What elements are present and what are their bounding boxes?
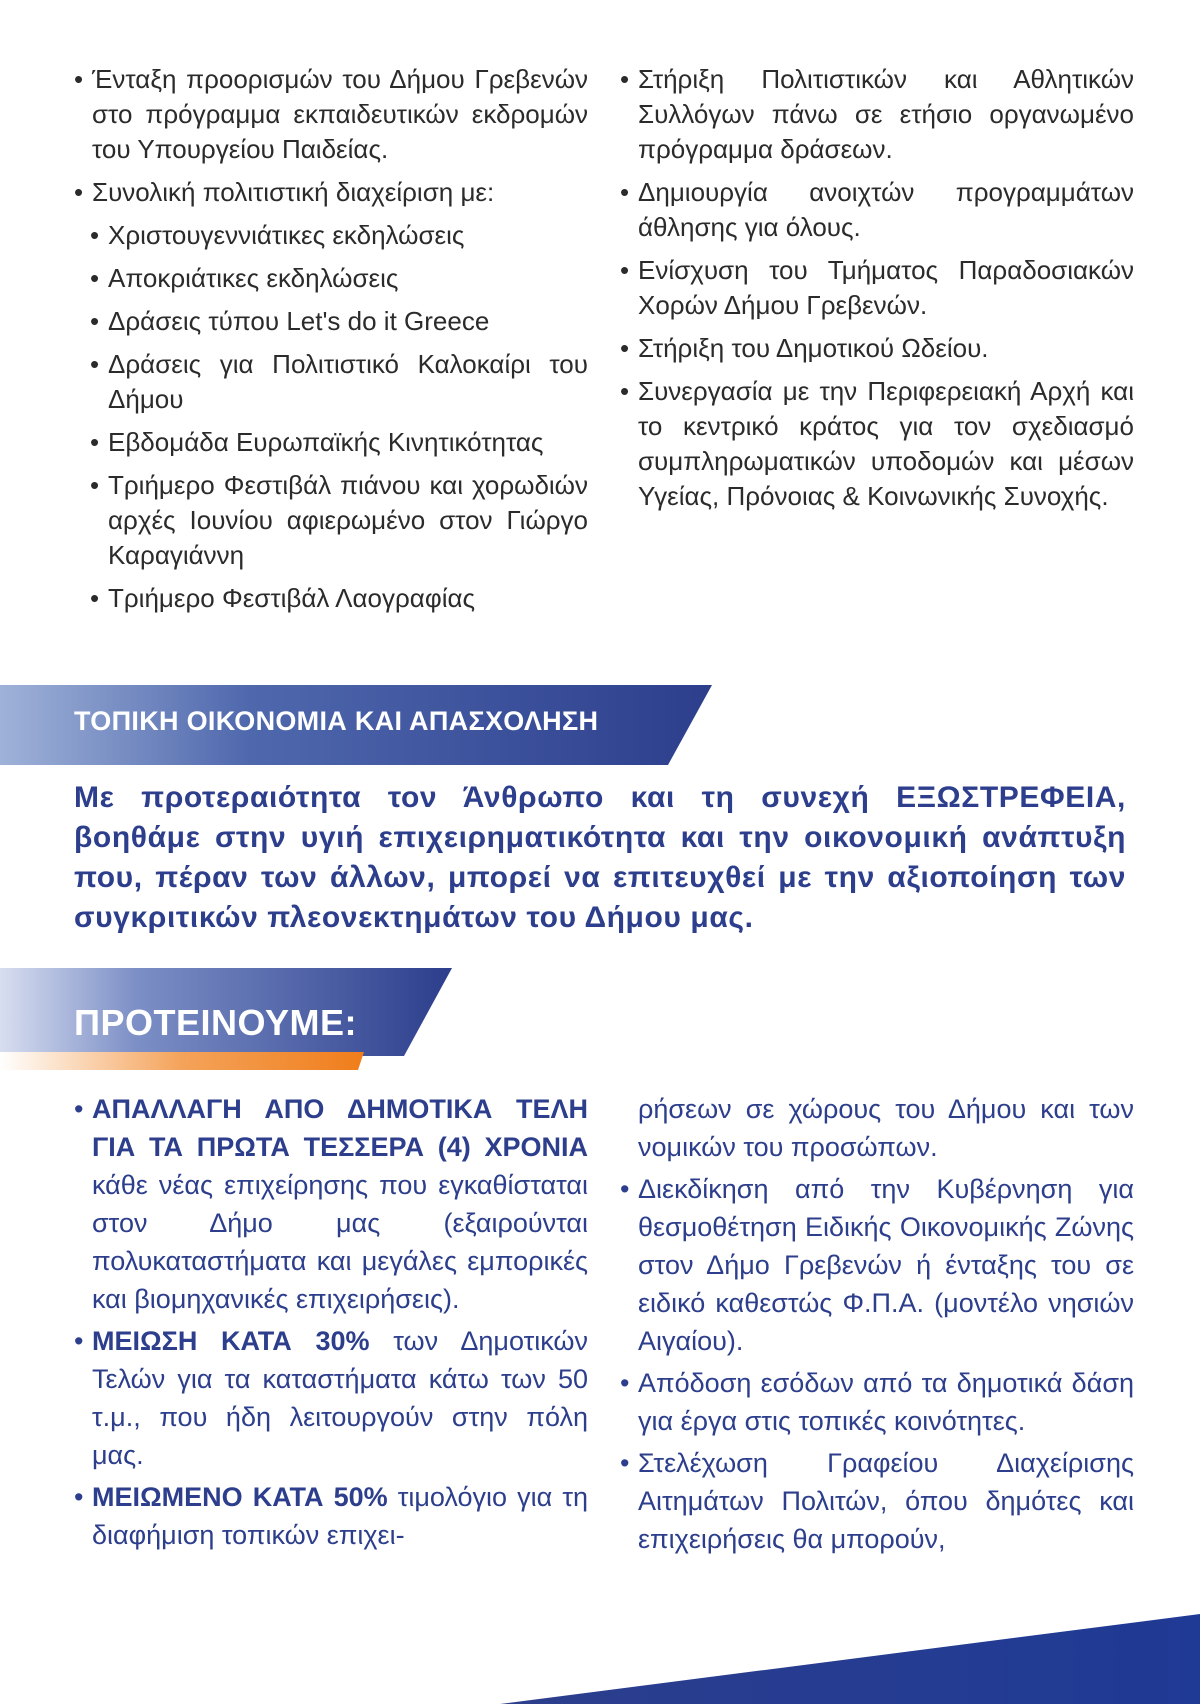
list-item [74, 1090, 588, 1318]
item-highlight: ΑΠΑΛΛΑΓΗ ΑΠΟ ΔΗΜΟΤΙΚΑ ΤΕΛΗ ΓΙΑ ΤΑ ΠΡΩΤΑ ΤΕΣΣΕΡΑ (4) ΧΡΟΝΙΑ [92, 1094, 588, 1162]
top-right-list [620, 62, 1134, 522]
corner-decoration [500, 1614, 1200, 1704]
list-item: • Χριστουγεννιάτικες εκδηλώσεις [74, 218, 588, 253]
list-item: • Στελέχωση Γραφείου Διαχείρισης Αιτημάτων Πολιτών, όπου δημότες και επιχειρήσεις θα μπορούν, [620, 1444, 1134, 1558]
list-item: • Ένταξη προορισμών του Δήμου Γρεβενών στο πρόγραμμα εκπαιδευτικών εκδρομών του Υπουργείου Παιδείας. [74, 62, 588, 167]
list-item [74, 1322, 588, 1474]
list-item: • Δημιουργία ανοιχτών προγραμμάτων άθλησης για όλους. [620, 175, 1134, 245]
bottom-right-list [620, 1090, 1134, 1562]
list-item: • Στήριξη του Δημοτικού Ωδείου. [620, 331, 1134, 366]
list-item: • Τριήμερο Φεστιβάλ πιάνου και χορωδιών αρχές Ιουνίου αφιερωμένο στον Γιώργο Καραγιάννη [74, 468, 588, 573]
list-item: • Απόδοση εσόδων από τα δημοτικά δάση για έργα στις τοπικές κοινότητες. [620, 1364, 1134, 1440]
list-item: • Συνολική πολιτιστική διαχείριση με: [74, 175, 588, 210]
list-item: • Τριήμερο Φεστιβάλ Λαογραφίας [74, 581, 588, 616]
item-highlight: ΜΕΙΩΣΗ ΚΑΤΑ 30% [92, 1326, 370, 1356]
list-item: • Αποκριάτικες εκδηλώσεις [74, 261, 588, 296]
top-left-list [74, 62, 588, 624]
list-item: • Διεκδίκηση από την Κυβέρνηση για θεσμοθέτηση Ειδικής Οικονομικής Ζώνης στον Δήμο Γρεβενών ή ένταξης του σε ειδικό καθεστώς Φ.Π.Α. (μοντέλο νησιών Αιγαίου). [620, 1170, 1134, 1360]
list-item: • Δράσεις τύπου Let's do it Greece [74, 304, 588, 339]
item-text: των Δημοτικών Τελών για τα καταστήματα κάτω των 50 τ.μ., που ήδη λειτουργούν στην πόλη μας. [92, 1326, 588, 1470]
intro-paragraph: Με προτεραιότητα τον Άνθρωπο και τη συνεχή ΕΞΩΣΤΡΕΦΕΙΑ, βοηθάμε στην υγιή επιχειρηματικότητα και την οικονομική ανάπτυξη που, πέραν των άλλων, μπορεί να επιτευχθεί με την αξιοποίηση των συγκριτικών πλεονεκτημάτων του Δήμου μας. [74, 781, 1126, 934]
section-title: ΤΟΠΙΚΗ ΟΙΚΟΝΟΜΙΑ ΚΑΙ ΑΠΑΣΧΟΛΗΣΗ [74, 706, 599, 736]
list-item: • Εβδομάδα Ευρωπαϊκής Κινητικότητας [74, 425, 588, 460]
list-item: • Συνεργασία με την Περιφερειακή Αρχή και το κεντρικό κράτος για τον σχεδιασμό συμπληρωματικών υποδομών και μέσων Υγείας, Πρόνοιας & Κοινωνικής Συνοχής. [620, 374, 1134, 514]
item-text: κάθε νέας επιχείρησης που εγκαθίσταται στον Δήμο μας (εξαιρούνται πολυκαταστήματα και μεγάλες εμπορικές και βιομηχανικές επιχειρήσεις). [92, 1170, 588, 1314]
list-item: • Στήριξη Πολιτιστικών και Αθλητικών Συλλόγων πάνω σε ετήσιο οργανωμένο πρόγραμμα δράσεων. [620, 62, 1134, 167]
list-item-continuation: ρήσεων σε χώρους του Δήμου και των νομικών του προσώπων. [638, 1094, 1134, 1162]
list-item [74, 1478, 588, 1554]
propose-heading: ΠΡΟΤΕΙΝΟΥΜΕ: [74, 1002, 358, 1043]
item-highlight: ΜΕΙΩΜΕΝΟ ΚΑΤΑ 50% [92, 1482, 388, 1512]
bottom-left-list [74, 1090, 588, 1558]
item-text: τιμολόγιο για τη διαφήμιση τοπικών επιχει- [92, 1482, 589, 1550]
list-item: • Ενίσχυση του Τμήματος Παραδοσιακών Χορών Δήμου Γρεβενών. [620, 253, 1134, 323]
list-item: • Δράσεις για Πολιτιστικό Καλοκαίρι του Δήμου [74, 347, 588, 417]
